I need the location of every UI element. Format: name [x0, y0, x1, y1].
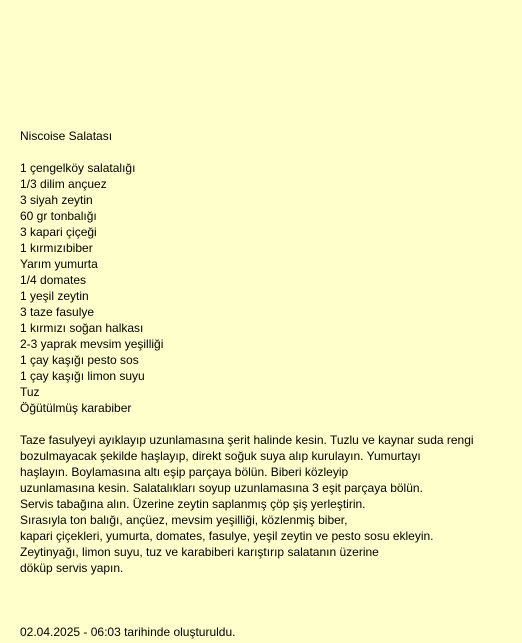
- ingredient-item: 1/3 dilim ançuez: [20, 177, 107, 191]
- ingredient-item: 3 kapari çiçeği: [20, 225, 97, 239]
- instruction-line: Sırasıyla ton balığı, ançüez, mevsim yeşilliği, közlenmiş biber,: [20, 513, 348, 527]
- ingredient-item: 1 çay kaşığı limon suyu: [20, 369, 145, 383]
- ingredient-item: 2-3 yaprak mevsim yeşilliği: [20, 337, 164, 351]
- ingredient-item: 60 gr tonbalığı: [20, 209, 97, 223]
- ingredient-item: 3 siyah zeytin: [20, 193, 93, 207]
- instruction-line: uzunlamasına kesin. Salatalıkları soyup uzunlamasına 3 eşit parçaya bölün.: [20, 481, 423, 495]
- instruction-line: Servis tabağına alın. Üzerine zeytin saplanmış çöp şiş yerleştirin.: [20, 497, 366, 511]
- instructions-paragraph: [20, 432, 510, 576]
- ingredient-item: 1 kırmızıbiber: [20, 241, 93, 255]
- ingredient-item: 3 taze fasulye: [20, 305, 95, 319]
- instruction-line: Taze fasulyeyi ayıklayıp uzunlamasına şerit halinde kesin. Tuzlu ve kaynar suda rengi: [20, 433, 474, 447]
- recipe-document: [20, 128, 510, 576]
- ingredient-item: Yarım yumurta: [20, 257, 98, 271]
- ingredient-item: 1 yeşil zeytin: [20, 289, 89, 303]
- ingredient-item: 1 çay kaşığı pesto sos: [20, 353, 139, 367]
- instruction-line: döküp servis yapın.: [20, 561, 124, 575]
- ingredient-item: 1 kırmızı soğan halkası: [20, 321, 144, 335]
- instruction-line: kapari çiçekleri, yumurta, domates, fasulye, yeşil zeytin ve pesto sosu ekleyin.: [20, 529, 434, 543]
- recipe-title: Niscoise Salatası: [20, 129, 113, 143]
- instruction-line: bozulmayacak şekilde haşlayıp, direkt soğuk suya alıp kurulayın. Yumurtayı: [20, 449, 421, 463]
- ingredient-item: 1 çengelköy salatalığı: [20, 161, 136, 175]
- ingredient-list: [20, 160, 510, 416]
- instruction-line: Zeytinyağı, limon suyu, tuz ve karabiberi karıştırıp salatanın üzerine: [20, 545, 379, 559]
- instruction-line: haşlayın. Boylamasına altı eşip parçaya bölün. Biberi közleyip: [20, 465, 349, 479]
- ingredient-item: Öğütülmüş karabiber: [20, 401, 132, 415]
- created-timestamp: 02.04.2025 - 06:03 tarihinde oluşturuldu.: [20, 625, 236, 639]
- ingredient-item: Tuz: [20, 385, 40, 399]
- ingredient-item: 1/4 domates: [20, 273, 87, 287]
